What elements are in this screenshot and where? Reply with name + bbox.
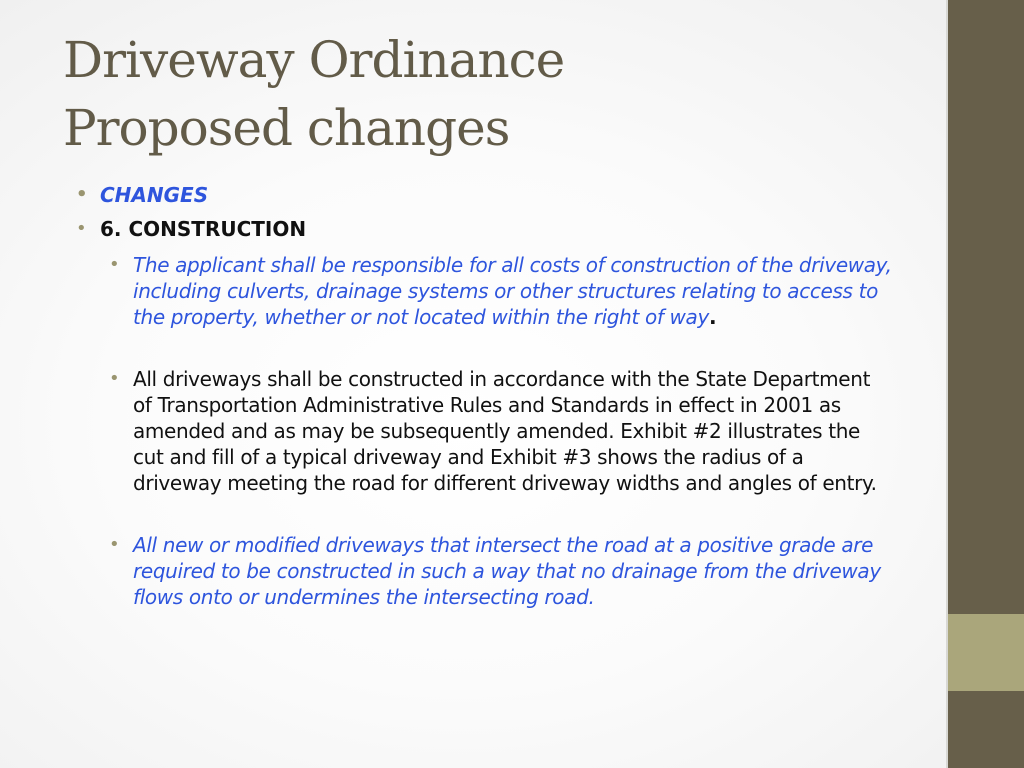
bullet-dot-icon: • [109,254,120,275]
sub-bullet-costs-period: . [708,305,717,329]
slide-title [63,26,923,162]
side-bar-accent [948,614,1024,691]
bullet-changes-text: CHANGES [100,183,209,207]
sub-bullet-drainage [109,532,893,610]
title-line-2: Proposed changes [63,99,510,157]
bullet-dot-icon: • [76,218,87,239]
slide-content [0,182,946,610]
bullet-dot-icon: • [109,368,120,389]
bullet-construction [76,216,880,242]
sub-bullet-drainage-text: All new or modified driveways that intersect the road at a positive grade are required to be constructed in such a way that no drainage from the driveway flows onto or undermines the intersecting road. [133,533,881,609]
sub-bullet-costs [109,252,893,330]
bullet-changes [76,182,880,208]
title-line-1: Driveway Ordinance [63,31,565,89]
bullet-construction-text: 6. CONSTRUCTION [100,217,307,241]
sub-bullet-costs-text: The applicant shall be responsible for all costs of construction of the driveway, including culverts, drainage systems or other structures relating to access to the property, whether or not located within the right of way [133,253,892,329]
sub-bullet-standards-text: All driveways shall be constructed in accordance with the State Department of Transportation Administrative Rules and Standards in effect in 2001 as amended and as may be subsequently amended. Exhibit #2 illustrates the cut and fill of a typical driveway and Exhibit #3 shows the radius of a driveway meeting the road for different driveway widths and angles of entry. [133,367,877,495]
bullet-dot-icon: • [109,534,120,555]
bullet-dot-icon: • [76,184,88,205]
sub-bullet-standards [109,366,893,496]
